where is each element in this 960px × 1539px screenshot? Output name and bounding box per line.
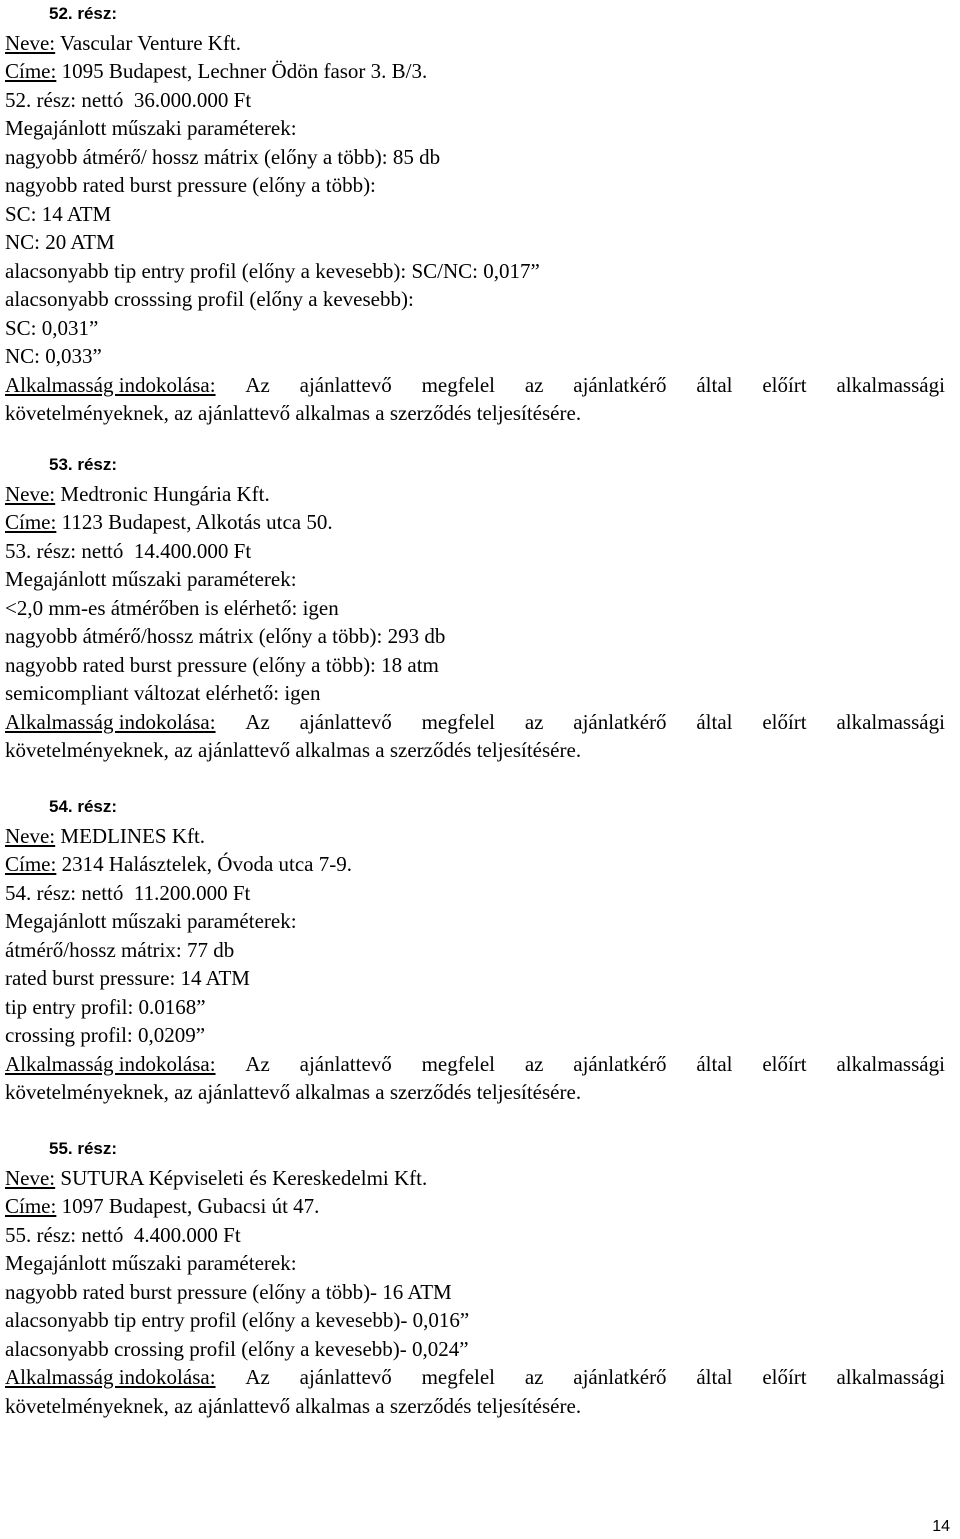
name-label: Neve: bbox=[5, 481, 56, 506]
param-line: SC: 14 ATM bbox=[5, 201, 112, 226]
suitability-word: az bbox=[524, 1051, 544, 1076]
net-price-label: 55. rész: nettó bbox=[5, 1222, 124, 1247]
param-line: rated burst pressure: 14 ATM bbox=[5, 966, 250, 990]
section-heading: 53. rész: bbox=[49, 455, 118, 474]
suitability-word: Az bbox=[245, 709, 270, 734]
suitability-word: az bbox=[524, 372, 544, 397]
address-value: 1095 Budapest, Lechner Ödön fasor 3. B/3. bbox=[61, 59, 428, 83]
suitability-word: megfelel bbox=[421, 1051, 496, 1076]
suitability-label: Alkalmasság indokolása: bbox=[5, 372, 216, 397]
suitability-word: megfelel bbox=[421, 709, 496, 734]
param-line: alacsonyabb crosssing profil (előny a kevesebb): bbox=[5, 287, 414, 311]
suitability-word: által bbox=[696, 709, 733, 734]
address-value: 1097 Budapest, Gubacsi út 47. bbox=[61, 1194, 320, 1218]
suitability-word: ajánlatkérő bbox=[573, 372, 667, 397]
section-53 bbox=[5, 451, 945, 765]
param-line: alacsonyabb crossing profil (előny a kevesebb)- 0,024” bbox=[5, 1336, 469, 1361]
net-price-value: 36.000.000 Ft bbox=[133, 87, 252, 112]
name-label: Neve: bbox=[5, 30, 56, 55]
name-row bbox=[5, 1164, 945, 1193]
name-label: Neve: bbox=[5, 1165, 56, 1190]
suitability-label: Alkalmasság indokolása: bbox=[5, 1365, 216, 1389]
suitability-word: megfelel bbox=[421, 372, 496, 397]
suitability-word: alkalmassági bbox=[836, 1051, 945, 1076]
name-value: Medtronic Hungária Kft. bbox=[60, 481, 270, 506]
param-line: NC: 20 ATM bbox=[5, 230, 115, 254]
suitability-label: Alkalmasság indokolása: bbox=[5, 709, 216, 734]
params-label: Megajánlott műszaki paraméterek: bbox=[5, 116, 297, 140]
net-price-label: 54. rész: nettó bbox=[5, 880, 124, 905]
suitability-line bbox=[5, 371, 945, 400]
suitability-word: az bbox=[524, 1365, 544, 1389]
net-price-row bbox=[5, 879, 945, 908]
param-line: nagyobb átmérő/hossz mátrix (előny a több): 293 db bbox=[5, 624, 446, 648]
address-label: Címe: bbox=[5, 1194, 57, 1218]
param-line: nagyobb átmérő/ hossz mátrix (előny a több): 85 db bbox=[5, 144, 441, 169]
name-row bbox=[5, 29, 945, 58]
suitability-word: ajánlatkérő bbox=[573, 1365, 667, 1389]
suitability-word: ajánlattevő bbox=[299, 1051, 392, 1076]
net-price-label: 52. rész: nettó bbox=[5, 87, 124, 112]
suitability-word: ajánlatkérő bbox=[573, 1051, 667, 1076]
name-label: Neve: bbox=[5, 823, 56, 848]
suitability-word: az bbox=[524, 709, 544, 734]
suitability-line bbox=[5, 708, 945, 737]
section-heading: 52. rész: bbox=[49, 4, 118, 23]
suitability-continuation: követelményeknek, az ajánlattevő alkalmas a szerződés teljesítésére. bbox=[5, 401, 582, 425]
suitability-word: alkalmassági bbox=[836, 709, 945, 734]
param-line: nagyobb rated burst pressure (előny a több)- 16 ATM bbox=[5, 1279, 452, 1304]
page-number: 14 bbox=[932, 1518, 950, 1535]
address-label: Címe: bbox=[5, 852, 57, 876]
suitability-word: Az bbox=[245, 1365, 270, 1389]
address-row bbox=[5, 57, 945, 86]
suitability-line bbox=[5, 1363, 945, 1392]
suitability-word: alkalmassági bbox=[836, 1365, 945, 1389]
suitability-word: ajánlattevő bbox=[299, 372, 392, 397]
suitability-word: ajánlattevő bbox=[299, 709, 392, 734]
param-line: alacsonyabb tip entry profil (előny a kevesebb): SC/NC: 0,017” bbox=[5, 258, 540, 283]
suitability-continuation: követelményeknek, az ajánlattevő alkalmas a szerződés teljesítésére. bbox=[5, 1393, 582, 1418]
param-line: <2,0 mm-es átmérőben is elérhető: igen bbox=[5, 595, 339, 620]
section-54 bbox=[5, 793, 945, 1107]
param-line: SC: 0,031” bbox=[5, 315, 99, 340]
address-row bbox=[5, 1192, 945, 1221]
net-price-row bbox=[5, 537, 945, 566]
suitability-word: előírt bbox=[762, 372, 807, 397]
address-row bbox=[5, 850, 945, 879]
name-row bbox=[5, 480, 945, 509]
address-value: 1123 Budapest, Alkotás utca 50. bbox=[61, 510, 333, 534]
param-line: alacsonyabb tip entry profil (előny a kevesebb)- 0,016” bbox=[5, 1308, 470, 1332]
suitability-word: által bbox=[696, 372, 733, 397]
suitability-line bbox=[5, 1050, 945, 1079]
params-label: Megajánlott műszaki paraméterek: bbox=[5, 567, 297, 591]
param-line: nagyobb rated burst pressure (előny a több): 18 atm bbox=[5, 652, 439, 677]
suitability-continuation: követelményeknek, az ajánlattevő alkalmas a szerződés teljesítésére. bbox=[5, 738, 582, 762]
address-label: Címe: bbox=[5, 510, 57, 534]
suitability-word: által bbox=[696, 1051, 733, 1076]
suitability-label: Alkalmasság indokolása: bbox=[5, 1051, 216, 1076]
address-label: Címe: bbox=[5, 59, 57, 83]
net-price-row bbox=[5, 86, 945, 115]
suitability-word: alkalmassági bbox=[836, 372, 945, 397]
name-row bbox=[5, 822, 945, 851]
section-heading: 55. rész: bbox=[49, 1139, 118, 1158]
net-price-row bbox=[5, 1221, 945, 1250]
name-value: Vascular Venture Kft. bbox=[60, 30, 242, 55]
param-line: crossing profil: 0,0209” bbox=[5, 1023, 206, 1047]
params-label: Megajánlott műszaki paraméterek: bbox=[5, 909, 297, 933]
suitability-word: előírt bbox=[762, 1051, 807, 1076]
name-value: MEDLINES Kft. bbox=[60, 823, 206, 848]
suitability-word: által bbox=[696, 1365, 733, 1389]
param-line: nagyobb rated burst pressure (előny a több): bbox=[5, 173, 376, 197]
section-55 bbox=[5, 1135, 945, 1420]
address-value: 2314 Halásztelek, Óvoda utca 7-9. bbox=[61, 852, 352, 876]
suitability-word: előírt bbox=[762, 709, 807, 734]
suitability-word: Az bbox=[245, 1051, 270, 1076]
net-price-value: 11.200.000 Ft bbox=[133, 880, 251, 905]
param-line: tip entry profil: 0.0168” bbox=[5, 994, 206, 1019]
suitability-word: Az bbox=[245, 372, 270, 397]
section-heading: 54. rész: bbox=[49, 797, 118, 816]
suitability-continuation: követelményeknek, az ajánlattevő alkalmas a szerződés teljesítésére. bbox=[5, 1080, 582, 1104]
section-52 bbox=[5, 0, 945, 428]
param-line: NC: 0,033” bbox=[5, 344, 102, 368]
params-label: Megajánlott műszaki paraméterek: bbox=[5, 1251, 297, 1275]
net-price-value: 14.400.000 Ft bbox=[133, 538, 252, 563]
param-line: átmérő/hossz mátrix: 77 db bbox=[5, 937, 235, 962]
suitability-word: ajánlatkérő bbox=[573, 709, 667, 734]
param-line: semicompliant változat elérhető: igen bbox=[5, 681, 321, 705]
net-price-value: 4.400.000 Ft bbox=[133, 1222, 241, 1247]
name-value: SUTURA Képviseleti és Kereskedelmi Kft. bbox=[60, 1165, 428, 1190]
suitability-word: előírt bbox=[762, 1365, 807, 1389]
suitability-word: ajánlattevő bbox=[299, 1365, 392, 1389]
net-price-label: 53. rész: nettó bbox=[5, 538, 124, 563]
address-row bbox=[5, 508, 945, 537]
suitability-word: megfelel bbox=[421, 1365, 496, 1389]
